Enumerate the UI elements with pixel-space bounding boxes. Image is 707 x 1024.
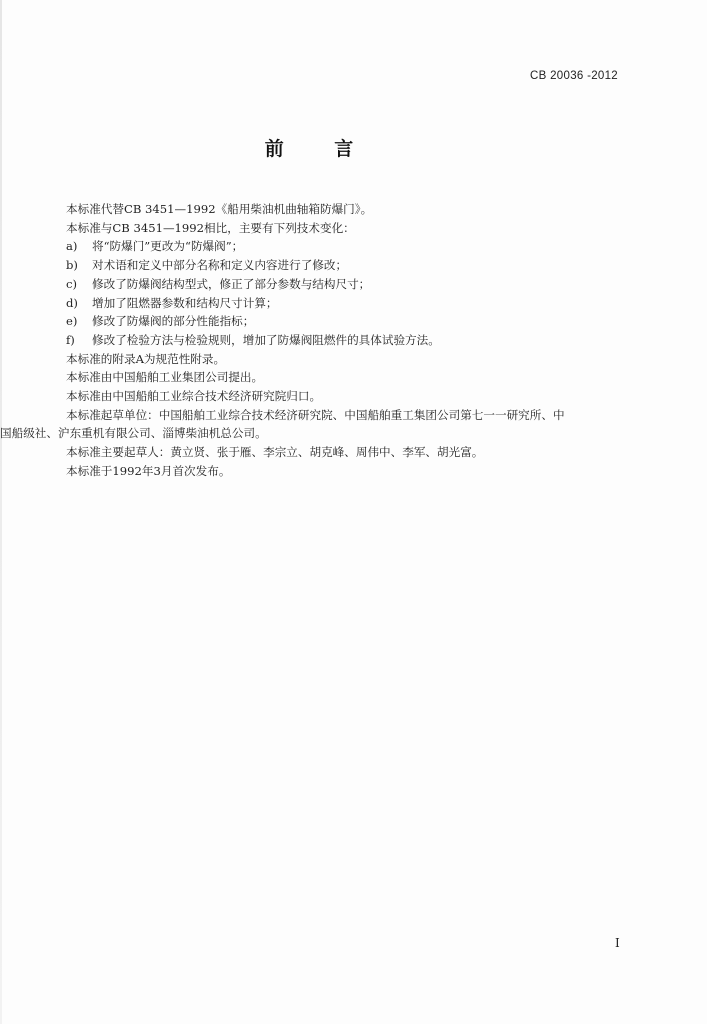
list-item-marker: f): [66, 332, 75, 347]
list-item-marker: b): [66, 258, 78, 273]
list-item-text: 将“防爆门”更改为“防爆阀”；: [92, 239, 244, 254]
list-item-text: 修改了防爆阀的部分性能指标；: [92, 314, 255, 329]
foreword-body: [0, 200, 636, 481]
paragraph-centralized-by: 本标准由中国船舶工业综合技术经济研究院归口。: [66, 389, 322, 404]
paragraph-first-issue: 本标准于1992年3月首次发布。: [66, 463, 231, 478]
list-item: [66, 294, 636, 313]
page-title: 前 言: [264, 138, 376, 160]
standard-code: CB 20036 -2012: [530, 70, 618, 82]
paragraph-replaces: 本标准代替CB 3451—1992《船用柴油机曲轴箱防爆门》。: [66, 202, 373, 216]
paragraph-drafting-units: 本标准起草单位：中国船舶工业综合技术经济研究院、中国船舶重工集团公司第七一一研究所、中: [66, 407, 565, 422]
list-item-marker: d): [66, 295, 78, 310]
list-item: [66, 331, 636, 350]
list-item-marker: c): [66, 276, 78, 291]
changes-list: [66, 237, 636, 349]
paragraph-proposed-by: 本标准由中国船舶工业集团公司提出。: [66, 370, 264, 385]
paragraph-drafters: 本标准主要起草人：黄立贤、张于雁、李宗立、胡克峰、周伟中、李军、胡光富。: [66, 445, 484, 460]
list-item-text: 增加了阻燃器参数和结构尺寸计算；: [92, 295, 278, 310]
list-item-text: 对术语和定义中部分名称和定义内容进行了修改；: [92, 258, 348, 273]
paragraph-appendix: 本标准的附录A为规范性附录。: [66, 351, 226, 366]
list-item: [66, 275, 636, 294]
list-item: [66, 256, 636, 275]
page-number: I: [615, 936, 620, 950]
paragraph-drafting-units-continued: 国船级社、沪东重机有限公司、淄博柴油机总公司。: [0, 426, 267, 441]
list-item-text: 修改了检验方法与检验规则，增加了防爆阀阻燃件的具体试验方法。: [92, 332, 440, 347]
list-item: [66, 237, 636, 256]
list-item: [66, 312, 636, 331]
list-item-marker: a): [66, 239, 78, 254]
list-item-marker: e): [66, 314, 78, 329]
list-item-text: 修改了防爆阀结构型式，修正了部分参数与结构尺寸；: [92, 276, 371, 291]
paragraph-changes-intro: 本标准与CB 3451—1992相比，主要有下列技术变化：: [66, 220, 355, 235]
